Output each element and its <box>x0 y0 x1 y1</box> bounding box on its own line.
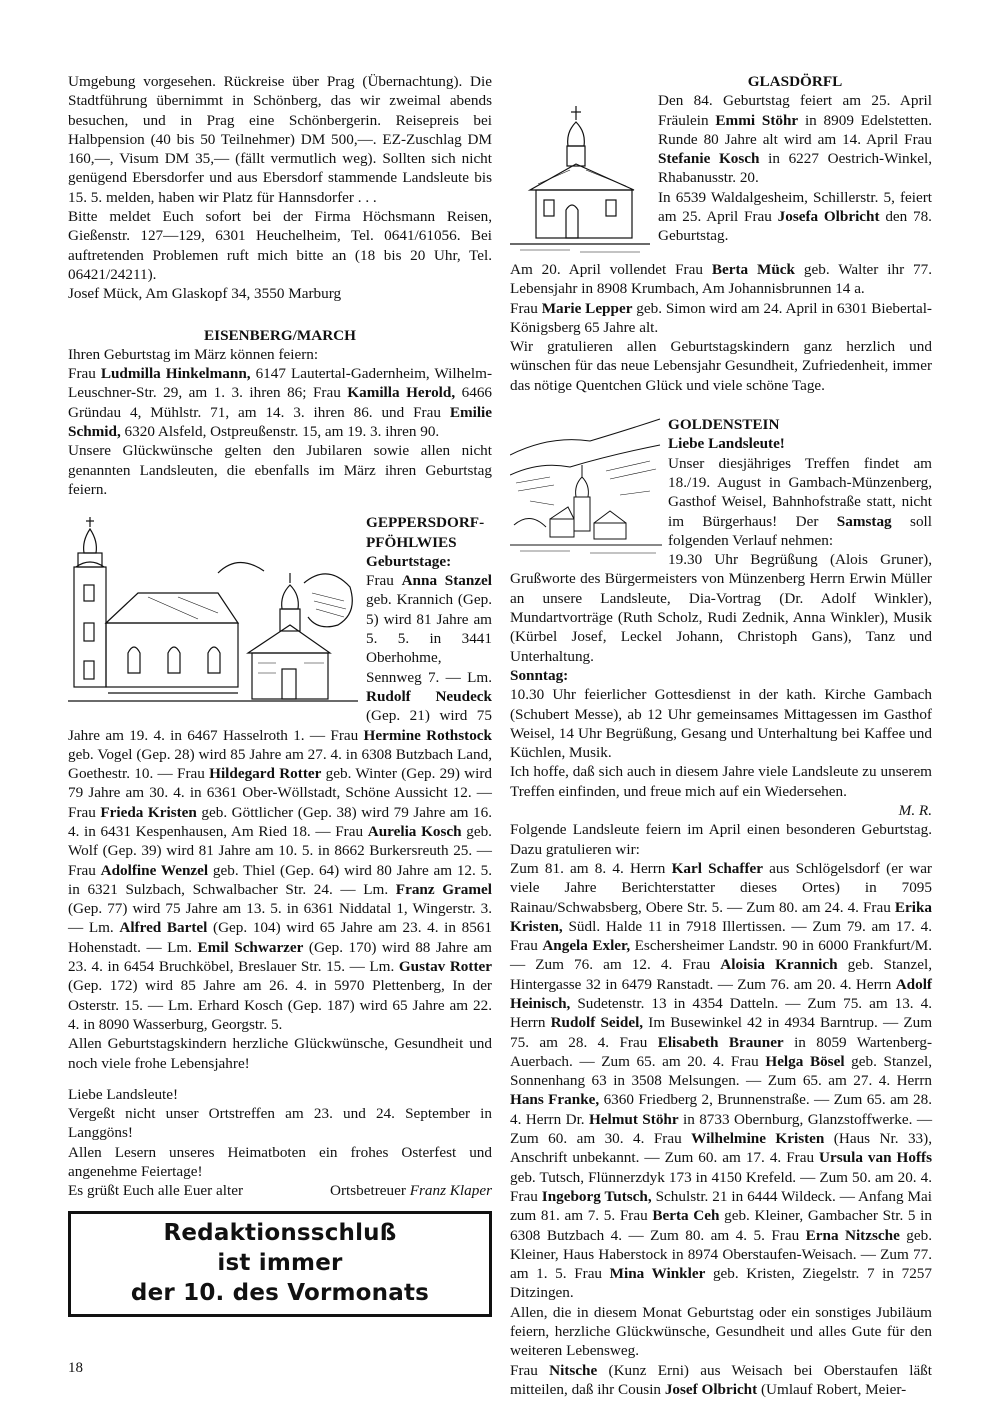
goldenstein-meeting-info: Unser diesjähriges Treffen findet am 18./19. August in Gambach-Münzenberg, Gasthof Weisel, Bahnhofstraße statt, nicht im Bürgerhaus! Der Samstag soll folgenden Verlauf nehmen: <box>668 454 932 549</box>
section-title-goldenstein: GOLDENSTEIN <box>668 416 780 434</box>
goldenstein-notice: Frau Nitsche (Kunz Erni) aus Weisach bei Oberstaufen läßt mitteilen, daß ihr Cousin Josef Olbricht (Umlauf Robert, Meier- <box>510 1361 932 1398</box>
letter-greeting: Liebe Landsleute! <box>68 1085 179 1103</box>
glasdoerfl-birthdays-4: Frau Marie Lepper geb. Simon wird am 24. April in 6301 Biebertal-Königsberg 65 Jahre alt. <box>510 299 932 336</box>
goldenstein-saturday-program: 19.30 Uhr Begrüßung (Alois Gruner), Grußworte des Bürgermeisters von Münzenberg Herrn Erwin Müller an unsere Landsleute, Dia-Vortrag (Dr. Adolf Winkler), Mundartvorträge (Ruth Scholz, Rudi Zednik, Anna Winkler), Musik (Kürbel Josef, Leckel Johann, Christoph Gans), Tanz und Unterhaltung. <box>510 551 932 665</box>
eisenberg-intro: Ihren Geburtstag im März können feiern: <box>68 345 319 363</box>
letter-easter-wishes: Allen Lesern unseres Heimatboten ein frohes Osterfest und angenehme Feiertage! <box>68 1143 492 1181</box>
section-title-geppersdorf: GEPPERSDORF-PFÖHLWIES <box>366 514 485 551</box>
chapel-illustration-glasdoerfl <box>510 72 650 258</box>
intro-paragraph: Umgebung vorgesehen. Rückreise über Prag (Übernachtung). Die Stadtführung übernimmt in Schönberg, das wir zweimal abends besuchen, und in Prag eine Schönbergerin. Reisepreis bei Halbpension (40 bis 50 Teilnehmer) DM 500,—. EZ-Zuschlag DM 160,—, Visum DM 35,— (fällt vermutlich weg). Sollten sich nicht genügend Ebersdorfer und aus Ebersdorf stammende Landsleute bis 15. 5. melden, haben wir Platz für Hannsdorfer . . . <box>68 73 492 206</box>
section-title-eisenberg: EISENBERG/MARCH <box>204 326 356 344</box>
goldenstein-greeting: Liebe Landsleute! <box>668 435 785 453</box>
page-number: 18 <box>68 1360 83 1376</box>
left-column <box>68 72 492 1317</box>
eisenberg-wishes: Unsere Glückwünsche gelten den Jubilaren sowie allen nicht genannten Landsleuten, die ebenfalls im März ihren Geburtstag feiern. <box>68 442 492 498</box>
goldenstein-wishes: Allen, die in diesem Monat Geburtstag oder ein sonstiges Jubiläum feiern, herzliche Glückwünsche, Gesundheit und alles Gute für den weiteren Lebensweg. <box>510 1303 932 1360</box>
deadline-line-1: Redaktionsschluß <box>163 1219 397 1246</box>
goldenstein-sunday-heading: Sonntag: <box>510 666 569 684</box>
deadline-line-3: der 10. des Vormonats <box>130 1279 430 1306</box>
geppersdorf-wishes: Allen Geburtstagskindern herzliche Glückwünsche, Gesundheit und noch viele frohe Lebensjahre! <box>68 1035 492 1072</box>
glasdoerfl-birthdays-1: Den 84. Geburtstag feiert am 25. April Fräulein Emmi Stöhr in 8909 Edelstetten. Runde 80 Jahre alt wird am 14. April Frau Stefanie Kosch in 6227 Oestrich-Winkel, Rhabanusstr. 20. <box>658 92 933 187</box>
right-column <box>510 72 932 1399</box>
glasdoerfl-birthdays-3: Am 20. April vollendet Frau Berta Mück geb. Walter ihr 77. Lebensjahr in 8908 Krumbach, Am Johannisbrunnen 14 a. <box>510 261 933 298</box>
church-illustration-geppersdorf <box>68 513 358 709</box>
geppersdorf-subtitle: Geburtstage: <box>366 552 452 570</box>
glasdoerfl-wishes: Wir gratulieren allen Geburtstagskindern ganz herzlich und wünschen für das neue Lebensjahr Gesundheit, Zufriedenheit, immer das nötige Quentchen Glück und viele schöne Tage. <box>510 338 932 394</box>
geppersdorf-birthdays: Frau Anna Stanzel geb. Krannich (Gep. 5) wird 81 Jahre am 5. 5. in 3441 Oberhohme, Sennweg 7. — Lm. Rudolf Neudeck (Gep. 21) wird 75 Jahre am 19. 4. in 6467 Hasselroth 1. — Frau Hermine Rothstock geb. Vogel (Gep. 28) wird 85 Jahre am 27. 4. in 6308 Butzbach Land, Goethestr. 10. — Frau Hildegard Rotter geb. Winter (Gep. 29) wird 79 Jahre am 30. 4. in 6361 Ober-Wöllstadt, Schöne Aussicht 12. — Frau Frieda Kristen geb. Göttlicher (Gep. 38) wird 79 Jahre am 16. 4. in 6431 Kespenhausen, Am Ried 18. — Frau Aurelia Kosch geb. Wolf (Gep. 39) wird 81 Jahre am 10. 5. in 8662 Burkersreuth 25. — Frau Adolfine Wenzel geb. Thiel (Gep. 64) wird 80 Jahre am 12. 5. in 6321 Sulzbach, Schwalbacher Str. 24. — Lm. Franz Gramel (Gep. 77) wird 75 Jahre am 13. 5. in 6361 Niddatal 1, Wingerstr. 3. — Lm. Alfred Bartel (Gep. 104) wird 65 Jahre am 23. 4. in 8561 Hohenstadt. — Lm. Emil Schwarzer (Gep. 170) wird 88 Jahre am 23. 4. in 6454 Bruchköbel, Breslauer Str. 15. — Lm. Gustav Rotter (Gep. 172) wird 85 Jahre am 26. 4. in 5970 Plettenberg, In der Osterstr. 15. — Lm. Erhard Kosch (Gep. 187) wird 65 Jahre am 22. 4. in 8090 Wasserburg, Georgstr. 5. <box>68 572 493 1033</box>
goldenstein-birthday-intro: Folgende Landsleute feiern im April einen besonderen Geburtstag. Dazu gratulieren wir: <box>510 821 932 858</box>
goldenstein-sunday-program: 10.30 Uhr feierlicher Gottesdienst in der kath. Kirche Gambach (Schubert Messe), ab 12 Uhr gemeinsames Mittagessen im Gasthof Weisel, 14 Uhr Begrüßung, Gesang und Unterhaltung bei Kaffee und Küchlen, Musik. <box>510 686 932 762</box>
deadline-line-2: ist immer <box>217 1249 343 1276</box>
deadline-notice-box <box>68 1211 492 1317</box>
goldenstein-closing: Ich hoffe, daß sich auch in diesem Jahre viele Landsleute zu unserem Treffen einfinden, und freue mich auf ein Wiedersehen. <box>510 763 932 800</box>
intro-paragraph-2: Bitte meldet Euch sofort bei der Firma Höchsmann Reisen, Gießenstr. 127—129, 6301 Heuchelheim, Tel. 0641/61056. Bei auftretenden Problemen ruft mich bitte an (18 bis 20 Uhr, Tel. 06421/24211). <box>68 208 492 283</box>
eisenberg-birthdays: Frau Ludmilla Hinkelmann, 6147 Lautertal-Gadernheim, Wilhelm-Leuschner-Str. 29, am 1. 3. ihren 86; Frau Kamilla Herold, 6466 Gründau 4, Mühlstr. 71, am 14. 3. ihren 86. und Frau Emilie Schmid, 6320 Alsfeld, Ostpreußenstr. 15, am 19. 3. ihren 90. <box>68 365 493 441</box>
author-signature: Josef Mück, Am Glaskopf 34, 3550 Marburg <box>68 285 342 303</box>
goldenstein-birthday-list: Zum 81. am 8. 4. Herrn Karl Schaffer aus Schlögelsdorf (er war viele Jahre Berichterstatter dieses Ortes) in 7095 Rainau/Schwabsberg, Obere Str. 5. — Zum 80. am 24. 4. Frau Erika Kristen, Südl. Halde 11 in 7918 Illertissen. — Zum 79. am 17. 4. Frau Angela Exler, Eschersheimer Landstr. 90 in 6000 Frankfurt/M. — Zum 76. am 12. 4. Frau Aloisia Krannich geb. Stanzel, Hintergasse 32 in 6479 Ranstadt. — Zum 76. am 20. 4. Herrn Adolf Heinisch, Sudetenstr. 13 in 4354 Datteln. — Zum 75. am 13. 4. Herrn Rudolf Seidel, Im Busewinkel 42 in 4934 Barntrup. — Zum 75. am 28. 4. Frau Elisabeth Brauner in 8059 Wartenberg-Auerbach. — Zum 65. am 20. 4. Frau Helga Bösel geb. Stanzel, Sonnenhang 63 in 3508 Melsungen. — Zum 65. am 27. 4. Herrn Hans Franke, 6360 Friedberg 2, Brunnenstraße. — Zum 65. am 28. 4. Herrn Dr. Helmut Stöhr in 8733 Obernburg, Glanzstoffwerke. — Zum 60. am 30. 4. Frau Wilhelmine Kristen (Haus Nr. 33), Anschrift unbekannt. — Zum 60. am 17. 4. Frau Ursula van Hoffs geb. Tutsch, Flünnerzdyk 173 in 4150 Krefeld. — Zum 50. am 20. 4. Frau Ingeborg Tutsch, Schulstr. 21 in 6444 Wildeck. — Anfang Mai zum 81. am 7. 5. Frau Berta Ceh geb. Kleiner, Gambacher Str. 5 in 6308 Butzbach 4. — Zum 80. am 4. 5. Frau Erna Nitzsche geb. Kleiner, Haus Haberstock in 8974 Oberstaufen-Weisach. — Zum 77. am 1. 5. Frau Mina Winkler geb. Kristen, Ziegelstr. 7 in 7257 Ditzingen. <box>510 859 933 1302</box>
goldenstein-signature: M. R. <box>898 802 932 820</box>
glasdoerfl-birthdays-2: In 6539 Waldalgesheim, Schillerstr. 5, feiert am 25. April Frau Josefa Olbricht den 78. Geburtstag. <box>658 188 932 245</box>
letter-reminder: Vergeßt nicht unser Ortstreffen am 23. und 24. September in Langgöns! <box>68 1105 492 1142</box>
section-title-glasdoerfl: GLASDÖRFL <box>747 73 843 90</box>
letter-signature: Es grüßt Euch alle Euer alter Ortsbetreuer Franz Klaper <box>68 1182 492 1200</box>
landscape-illustration-goldenstein <box>510 415 662 559</box>
